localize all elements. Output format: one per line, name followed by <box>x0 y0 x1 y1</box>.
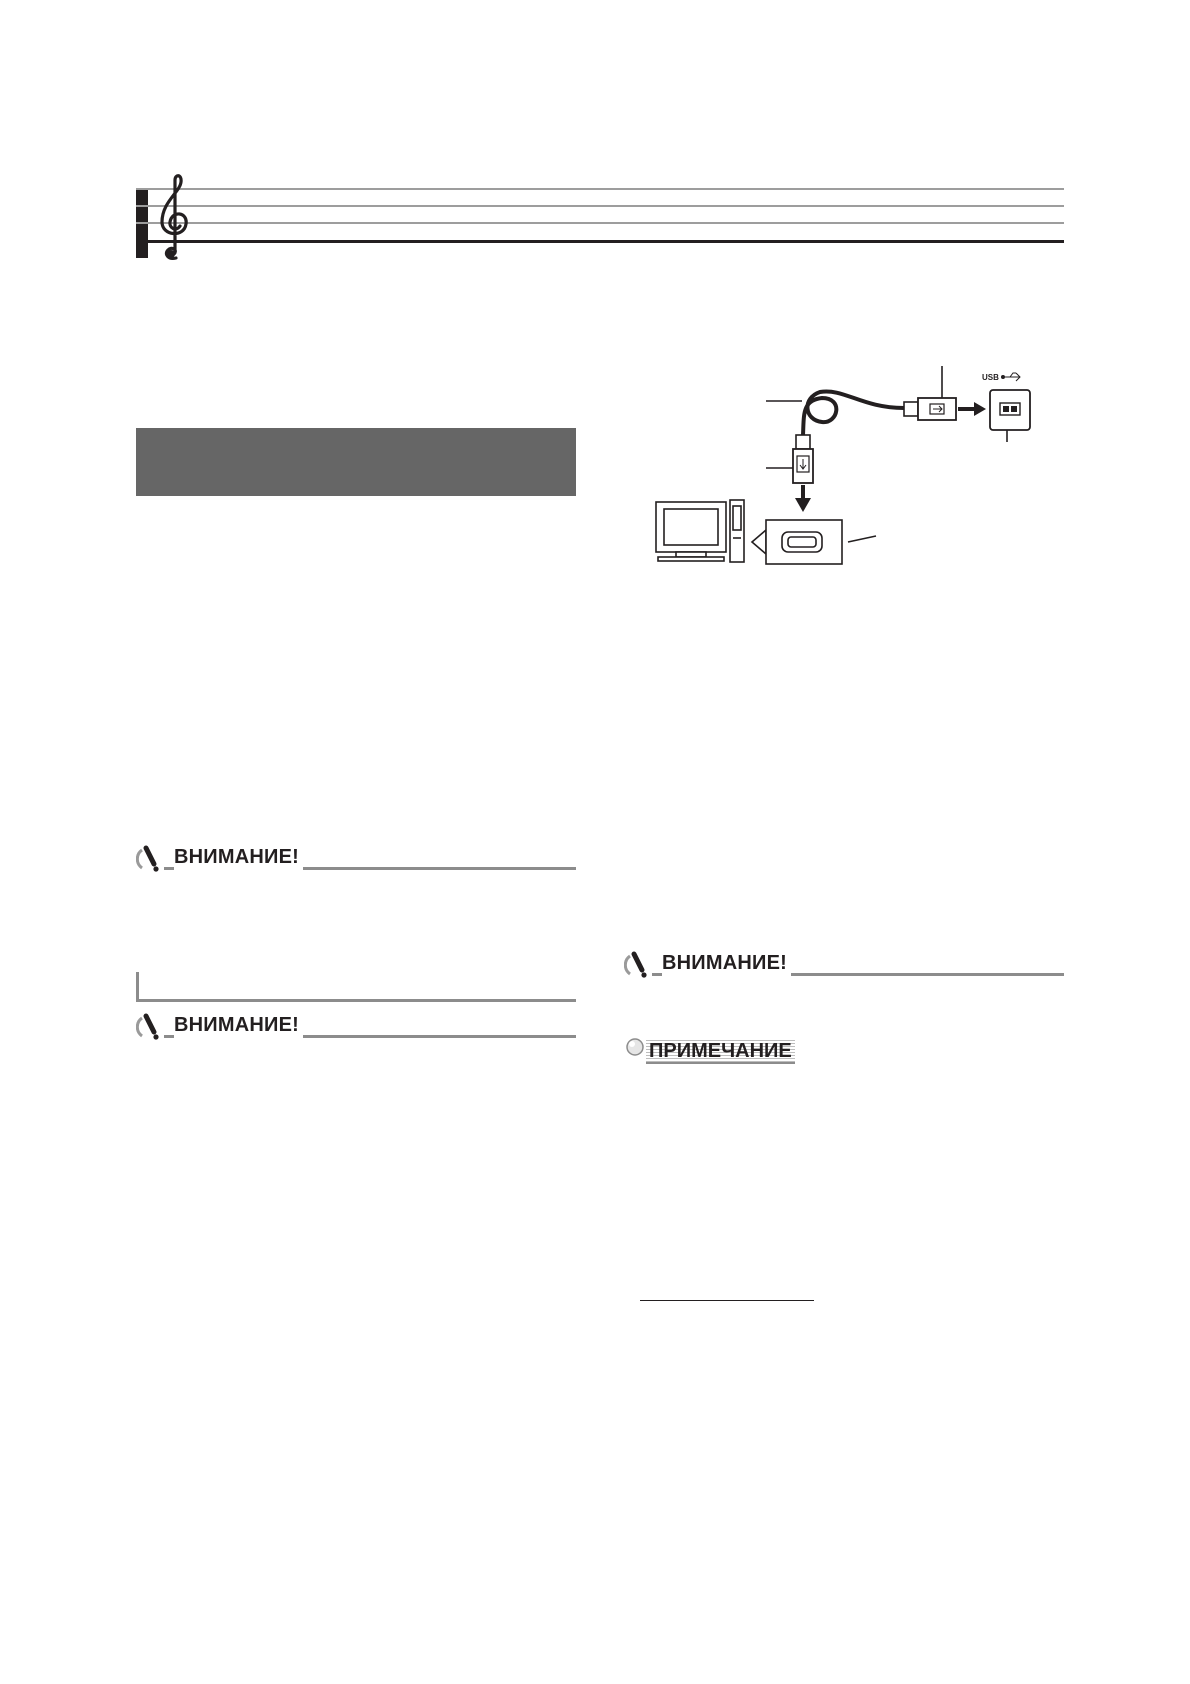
note-bulb-icon <box>624 1036 648 1060</box>
usb-a-plug <box>793 435 813 483</box>
section-banner <box>136 428 576 496</box>
caution-label: ВНИМАНИЕ! <box>174 844 303 870</box>
computer-icon <box>656 500 744 562</box>
usb-cable <box>803 391 904 435</box>
staff-line <box>136 188 1064 190</box>
caution-exclamation-icon <box>136 844 164 872</box>
arrow-head <box>974 402 986 416</box>
staff-header <box>136 168 1064 264</box>
subsection-bracket <box>136 972 576 1002</box>
staff-line <box>136 240 1064 243</box>
caution-label: ВНИМАНИЕ! <box>174 1012 303 1038</box>
caution-heading <box>624 950 1064 978</box>
usb-port-label: USB <box>982 373 999 382</box>
link-underline <box>640 1300 814 1301</box>
staff-line <box>136 205 1064 207</box>
caution-heading <box>136 844 576 872</box>
usb-b-plug <box>904 398 956 420</box>
note-heading <box>624 1036 794 1066</box>
arrow-head <box>795 498 811 512</box>
callout-line <box>848 536 876 542</box>
caution-exclamation-icon <box>136 1012 164 1040</box>
note-label: ПРИМЕЧАНИЕ <box>646 1040 795 1064</box>
caution-heading <box>136 1012 576 1040</box>
usb-port <box>982 373 1030 430</box>
staff-line <box>136 222 1064 224</box>
computer-usb-port <box>752 520 842 564</box>
usb-connection-diagram <box>654 360 1044 566</box>
treble-clef-icon <box>154 172 194 264</box>
caution-exclamation-icon <box>624 950 652 978</box>
caution-label: ВНИМАНИЕ! <box>662 950 791 976</box>
